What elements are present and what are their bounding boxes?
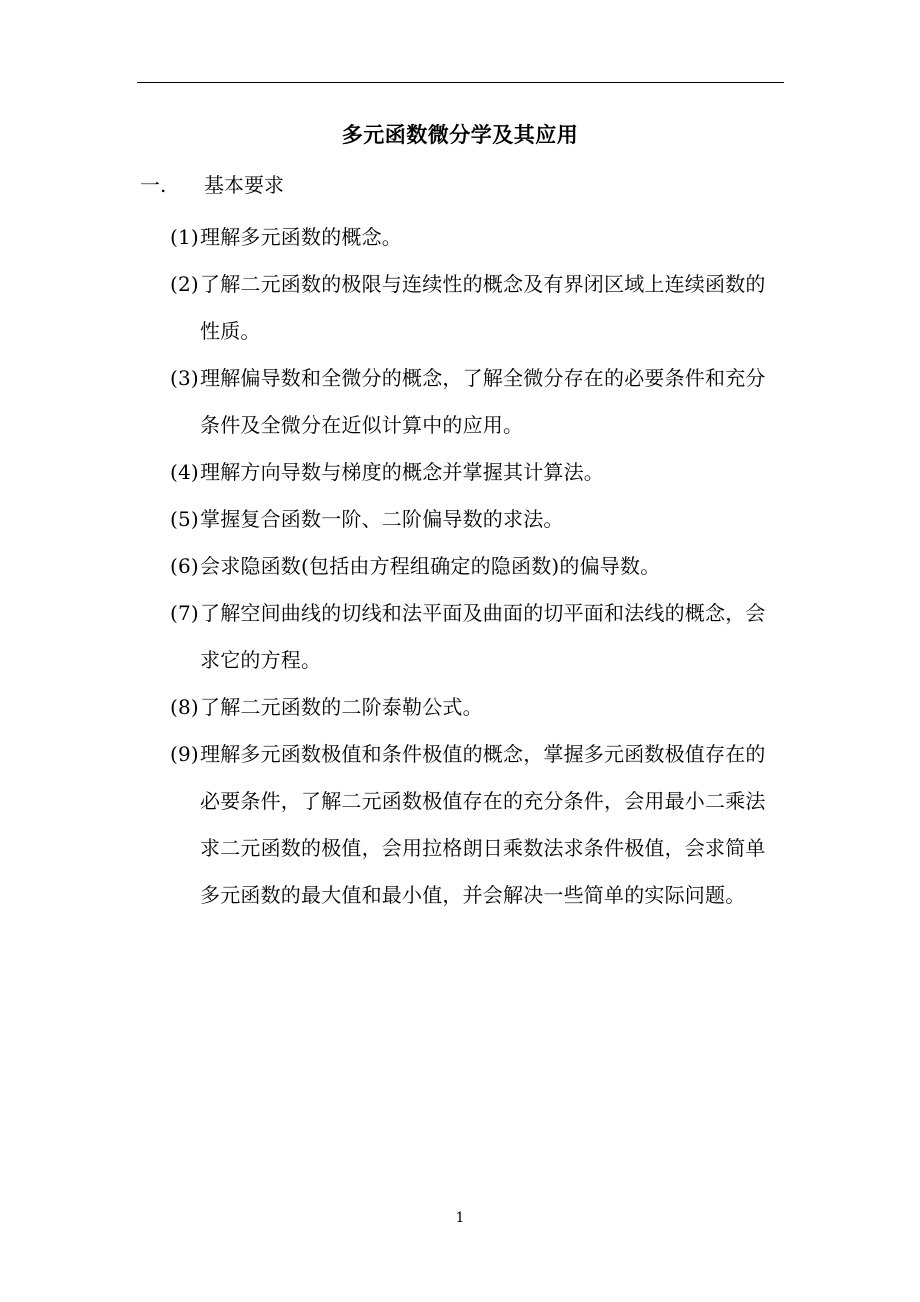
- requirement-text: 理解方向导数与梯度的概念并掌握其计算法。: [200, 460, 604, 484]
- requirement-item-3: [170, 355, 784, 449]
- requirement-index: (6): [170, 554, 199, 578]
- requirement-text: 理解多元函数的概念。: [200, 225, 402, 249]
- section-heading: [140, 170, 284, 200]
- requirement-item-2: [170, 261, 784, 355]
- requirement-index: (5): [170, 507, 199, 531]
- requirement-index: (2): [170, 272, 199, 296]
- requirement-index: (4): [170, 460, 199, 484]
- requirement-text: 会求隐函数(包括由方程组确定的隐函数)的偏导数。: [200, 554, 661, 578]
- requirement-item-4: [170, 449, 784, 496]
- requirement-index: (9): [170, 742, 199, 766]
- section-number: 一.: [140, 173, 167, 197]
- requirement-index: (1): [170, 225, 199, 249]
- requirement-item-7: [170, 590, 784, 684]
- requirement-text: 了解二元函数的二阶泰勒公式。: [200, 695, 483, 719]
- requirement-text: 了解二元函数的极限与连续性的概念及有界闭区域上连续函数的性质。: [200, 272, 766, 343]
- requirement-text: 理解多元函数极值和条件极值的概念，掌握多元函数极值存在的必要条件，了解二元函数极值存在的充分条件，会用最小二乘法求二元函数的极值，会用拉格朗日乘数法求条件极值，会求简单多元函数的最大值和最小值，并会解决一些简单的实际问题。: [200, 742, 766, 907]
- document-title: 多元函数微分学及其应用: [341, 122, 579, 147]
- requirement-index: (3): [170, 366, 199, 390]
- page-number: 1: [455, 1210, 465, 1226]
- requirement-text: 了解空间曲线的切线和法平面及曲面的切平面和法线的概念，会求它的方程。: [200, 601, 766, 672]
- requirement-item-6: [170, 543, 784, 590]
- requirement-item-9: [170, 731, 784, 919]
- requirement-item-8: [170, 684, 784, 731]
- requirement-index: (8): [170, 695, 199, 719]
- requirement-text: 理解偏导数和全微分的概念，了解全微分存在的必要条件和充分条件及全微分在近似计算中的应用。: [200, 366, 766, 437]
- header-rule: [137, 82, 784, 83]
- requirement-text: 掌握复合函数一阶、二阶偏导数的求法。: [200, 507, 564, 531]
- requirement-index: (7): [170, 601, 199, 625]
- requirements-list: [170, 214, 784, 919]
- requirement-item-1: [170, 214, 784, 261]
- requirement-item-5: [170, 496, 784, 543]
- section-title: 基本要求: [204, 173, 284, 197]
